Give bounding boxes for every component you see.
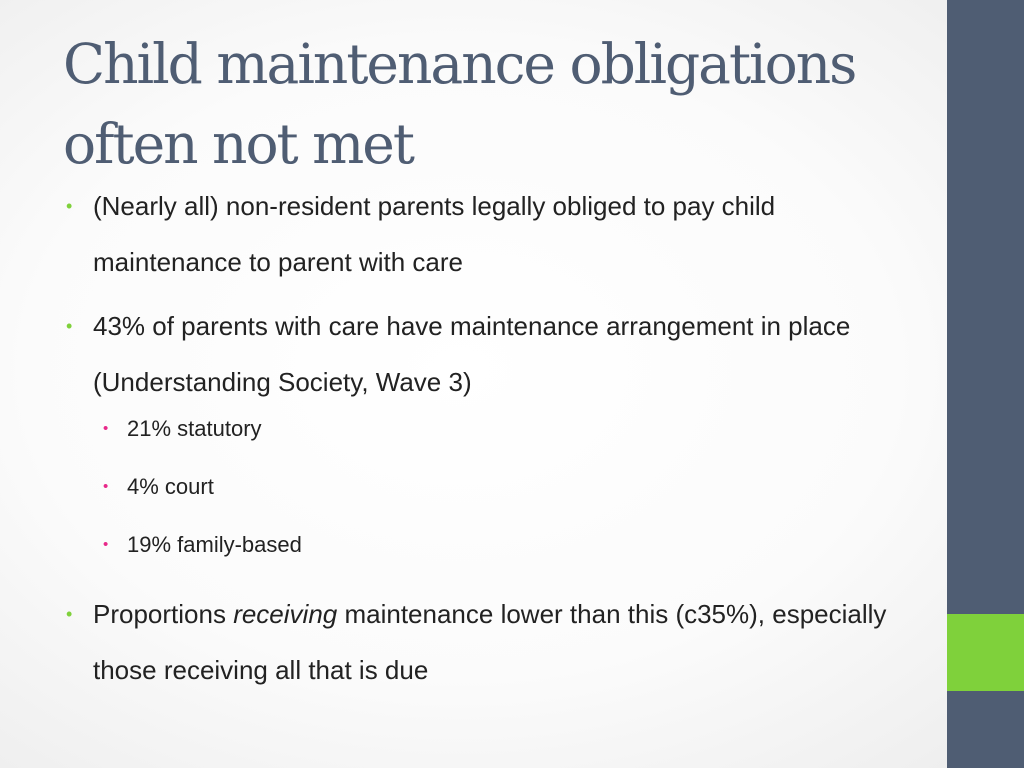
sub-bullet-list [93,412,926,562]
bullet-item [66,586,926,698]
sub-bullet-text: 19% family-based [127,532,302,557]
side-bar-accent [947,614,1024,691]
sub-bullet-item [103,528,926,562]
bullet-item [66,178,926,290]
bullet-text-before: Proportions [93,599,234,629]
sub-bullet-dot-icon: • [103,536,109,553]
bullet-dot-icon: • [66,196,73,216]
bullet-dot-icon: • [66,316,73,336]
sub-bullet-item [103,470,926,504]
bullet-dot-icon: • [66,604,73,624]
bullet-item [66,298,926,562]
bullet-text: (Nearly all) non-resident parents legally obliged to pay child maintenance to parent with care [93,191,776,277]
bullet-text-emphasis: receiving [233,599,338,629]
sub-bullet-dot-icon: • [103,420,109,437]
bullet-text [93,599,886,685]
sub-bullet-item [103,412,926,446]
sub-bullet-text: 21% statutory [127,416,262,441]
bullet-text: 43% of parents with care have maintenance arrangement in place (Understanding Society, Wave 3) [93,311,851,397]
sub-bullet-text: 4% court [127,474,214,499]
bullet-list [66,178,926,706]
sub-bullet-dot-icon: • [103,478,109,495]
bullet-text-after: maintenance lower than this (c35%), especially those receiving all that is due [93,599,887,685]
slide-title: Child maintenance obligations often not met [63,32,856,176]
